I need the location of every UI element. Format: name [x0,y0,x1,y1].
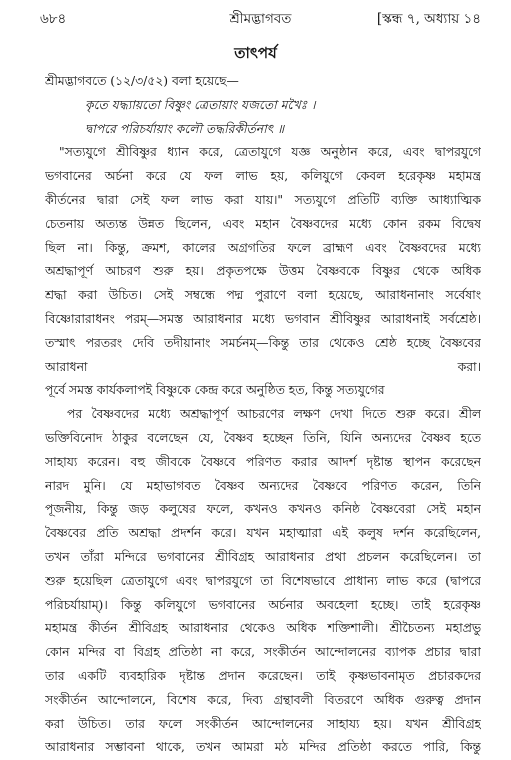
text-line: করা উচিত। তার ফলে সংকীর্তন আন্দোলনের সাহায্য হয়। যখন শ্রীবিগ্রহ [45,716,481,731]
text-line: বিষ্ণোরারাধনং পরম্—সমস্ত আরাধনার মধ্যে ভগবান শ্রীবিষ্ণুর আরাধনাই সর্বশ্রেষ্ঠ। [45,311,481,326]
text-line: মহামন্ত্র কীর্তন শ্রীবিগ্রহ আরাধনার থেকেও অধিক শক্তিশালী। শ্রীচৈতন্য মহাপ্রভু [45,621,481,636]
text-line: "সত্যযুগে শ্রীবিষ্ণুর ধ্যান করে, ত্রেতাযুগে যজ্ঞ অনুষ্ঠান করে, এবং দ্বাপরযুগে [59,145,481,160]
text-line: চেতনায় অত্যন্ত উন্নত ছিলেন, এবং মহান বৈষ্ণবদের মধ্যে কোন রকম বিদ্বেষ [45,216,481,231]
text-line: তখন তাঁরা মন্দিরে ভগবানের শ্রীবিগ্রহ আরাধনার প্রথা প্রচলন করেছিলেন। তা [45,549,481,564]
verse-line: কৃতে যদ্ধ্যায়তো বিষ্ণুং ত্রেতায়াং যজতো মখৈঃ । [85,97,316,112]
text-line: তস্মাৎ পরতরং দেবি তদীয়ানাং সমর্চনম্—কিন্তু তার থেকেও শ্রেষ্ঠ হচ্ছে বৈষ্ণবের [45,335,481,350]
text-line: শ্রদ্ধা করা উচিত। সেই সম্বন্ধে পদ্ম পুরাণে বলা হয়েছে, আরাধনানাং সর্বেষাং [45,288,481,303]
text-line: আরাধনা করা। [45,359,481,374]
text-line: শ্রীমদ্ভাগবতে (১২/৩/৫২) বলা হয়েছে— [45,74,239,88]
text-line: কীর্তনের দ্বারা সেই ফল লাভ করা যায়।" সত্যযুগে প্রতিটি ব্যক্তি আধ্যাত্মিক [45,192,481,207]
book-title: শ্রীমদ্ভাগবত [229,11,292,27]
verse-line: দ্বাপরে পরিচর্যায়াং কলৌ তদ্ধরিকীর্তনাৎ ॥ [85,121,285,136]
page-number: ৬৮৪ [40,11,67,27]
text-line: পর বৈষ্ণবদের মধ্যে অশ্রদ্ধাপূর্ণ আচরণের লক্ষণ দেখা দিতে শুরু করে। শ্রীল [67,407,481,422]
purport-heading: তাৎপর্য [234,44,277,62]
text-line: ছিল না। কিন্তু, ক্রমশ, কালের অগ্রগতির ফলে ব্রাহ্মণ এবং বৈষ্ণবদের মধ্যে [45,240,481,255]
text-line: অশ্রদ্ধাপূর্ণ আচরণ শুরু হয়। প্রকৃতপক্ষে উত্তম বৈষ্ণবকে বিষ্ণুর থেকে অধিক [45,264,481,279]
page-header [40,8,481,32]
text-line: পূজনীয়, কিন্তু জড় কলুষের ফলে, কখনও কখনও কনিষ্ঠ বৈষ্ণবেরা সেই মহান [45,502,481,517]
text-line: আরাধনার সম্ভাবনা থাকে, তখন আমরা মঠ মন্দির প্রতিষ্ঠা করতে পারি, কিন্তু [45,740,481,755]
text-line: ভগবানের অর্চনা করে যে ফল লাভ হয়, কলিযুগে কেবল হরেকৃষ্ণ মহামন্ত্র [45,169,481,184]
text-line: নারদ মুনি। যে মহাভাগবত বৈষ্ণব অন্যদের বৈষ্ণবে পরিণত করেন, তিনি [45,478,481,493]
text-line: সাহায্য করেন। বহু জীবকে বৈষ্ণবে পরিণত করার আদর্শ দৃষ্টান্ত স্থাপন করেছেন [45,454,481,469]
purport-text [45,70,481,760]
text-line: বৈষ্ণবের প্রতি অশ্রদ্ধা প্রদর্শন করে। যখন মহাত্মারা এই কলুষ দর্শন করেছিলেন, [45,526,481,541]
text-line: ভক্তিবিনোদ ঠাকুর বলেছেন যে, বৈষ্ণব হচ্ছেন তিনি, যিনি অন্যদের বৈষ্ণব হতে [45,430,481,445]
text-line: পূর্বে সমস্ত কার্যকলাপই বিষ্ণুকে কেন্দ্র করে অনুষ্ঠিত হত, কিন্তু সত্যযুগের [45,383,385,398]
text-line: তার একটি ব্যবহারিক দৃষ্টান্ত প্রদান করেছেন। তাই কৃষ্ণভাবনামৃত প্রচারকদের [45,668,481,683]
text-line: সংকীর্তন আন্দোলনে, বিশেষ করে, দিব্য গ্রন্থাবলী বিতরণে অধিক গুরুত্ব প্রদান [45,692,481,707]
text-line: পরিচর্যায়াম্)। কিন্তু কলিযুগে ভগবানের অর্চনার অবহেলা হচ্ছে। তাই হরেকৃষ্ণ [45,597,481,612]
section-ref: [স্কন্ধ ৭, অধ্যায় ১৪ [376,11,481,27]
text-line: শুরু হয়েছিল ত্রেতাযুগে এবং দ্বাপরযুগে তা বিশেষভাবে প্রাধান্য লাভ করে (দ্বাপরে [45,573,481,588]
text-line: কোন মন্দির বা বিগ্রহ প্রতিষ্ঠা না করে, সংকীর্তন আন্দোলনের ব্যাপক প্রচার দ্বারা [45,645,481,660]
